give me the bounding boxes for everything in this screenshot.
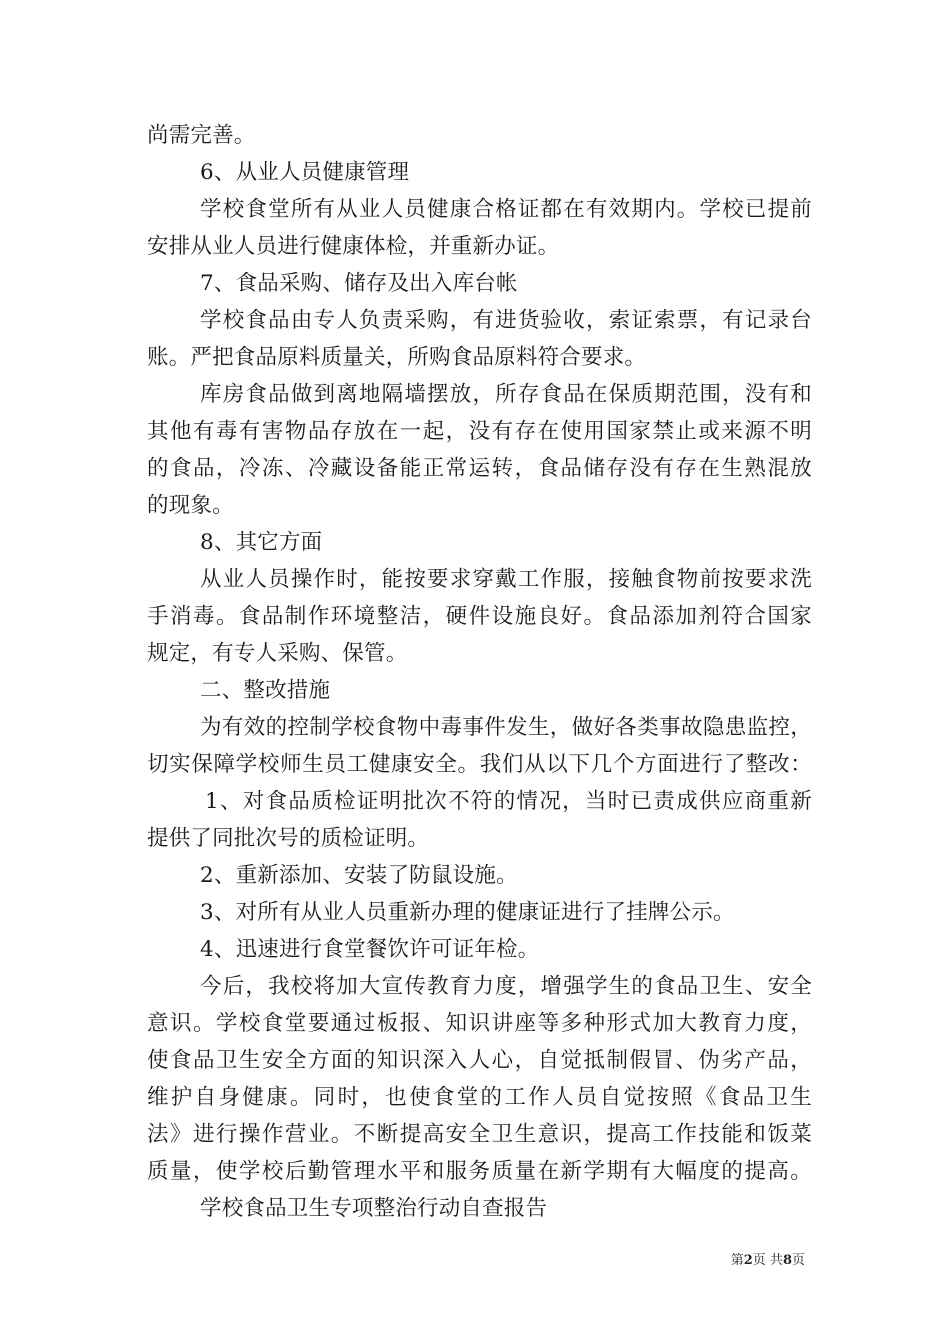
total-pages-number: 8 <box>782 1253 792 1268</box>
text-line: 质量，使学校后勤管理水平和服务质量在新学期有大幅度的提高。 <box>147 1159 812 1184</box>
text-line: 使食品卫生安全方面的知识深入人心，自觉抵制假冒、伪劣产品， <box>147 1048 812 1073</box>
text-line: 1、对食品质检证明批次不符的情况，当时已责成供应商重新 <box>205 789 812 814</box>
current-page-number: 2 <box>743 1253 753 1268</box>
list-item: 2、重新添加、安装了防鼠设施。 <box>200 863 518 888</box>
section-heading: 6、从业人员健康管理 <box>200 160 410 185</box>
text-line: 其他有毒有害物品存放在一起，没有存在使用国家禁止或来源不明 <box>147 419 812 444</box>
text-line: 库房食品做到离地隔墙摆放，所存食品在保质期范围，没有和 <box>200 382 812 407</box>
text-line: 法》进行操作营业。不断提高安全卫生意识，提高工作技能和饭菜 <box>147 1122 812 1147</box>
text-line: 尚需完善。 <box>147 123 256 148</box>
section-heading: 8、其它方面 <box>200 530 323 555</box>
text-line: 今后，我校将加大宣传教育力度，增强学生的食品卫生、安全 <box>200 974 812 999</box>
document-body <box>147 117 812 1227</box>
section-heading: 7、食品采购、储存及出入库台帐 <box>200 271 518 296</box>
list-item: 4、迅速进行食堂餐饮许可证年检。 <box>200 937 540 962</box>
text-line: 学校食品由专人负责采购，有进货验收，索证索票，有记录台 <box>200 308 812 333</box>
text-line: 学校食堂所有从业人员健康合格证都在有效期内。学校已提前 <box>200 197 812 222</box>
text-line: 意识。学校食堂要通过板报、知识讲座等多种形式加大教育力度， <box>147 1011 812 1036</box>
list-item: 3、对所有从业人员重新办理的健康证进行了挂牌公示。 <box>200 900 735 925</box>
text-line: 提供了同批次号的质检证明。 <box>147 826 430 851</box>
text-line: 为有效的控制学校食物中毒事件发生，做好各类事故隐患监控， <box>200 715 812 740</box>
section-heading: 二、整改措施 <box>200 678 331 703</box>
text-line: 规定，有专人采购、保管。 <box>147 641 408 666</box>
text-line: 切实保障学校师生员工健康安全。我们从以下几个方面进行了整改： <box>147 752 812 777</box>
page-footer <box>0 1252 805 1270</box>
footer-middle: 页 共 <box>752 1253 783 1268</box>
section-heading: 学校食品卫生专项整治行动自查报告 <box>200 1196 548 1221</box>
text-line: 安排从业人员进行健康体检，并重新办证。 <box>147 234 560 259</box>
text-line: 手消毒。食品制作环境整洁，硬件设施良好。食品添加剂符合国家 <box>147 604 812 629</box>
text-line: 账。严把食品原料质量关，所购食品原料符合要求。 <box>147 345 647 370</box>
text-line: 的食品，冷冻、冷藏设备能正常运转，食品储存没有存在生熟混放 <box>147 456 812 481</box>
text-line: 从业人员操作时，能按要求穿戴工作服，接触食物前按要求洗 <box>200 567 812 592</box>
text-line: 维护自身健康。同时，也使食堂的工作人员自觉按照《食品卫生 <box>147 1085 812 1110</box>
footer-suffix: 页 <box>791 1253 805 1268</box>
text-line: 的现象。 <box>147 493 234 518</box>
footer-prefix: 第 <box>730 1253 744 1268</box>
